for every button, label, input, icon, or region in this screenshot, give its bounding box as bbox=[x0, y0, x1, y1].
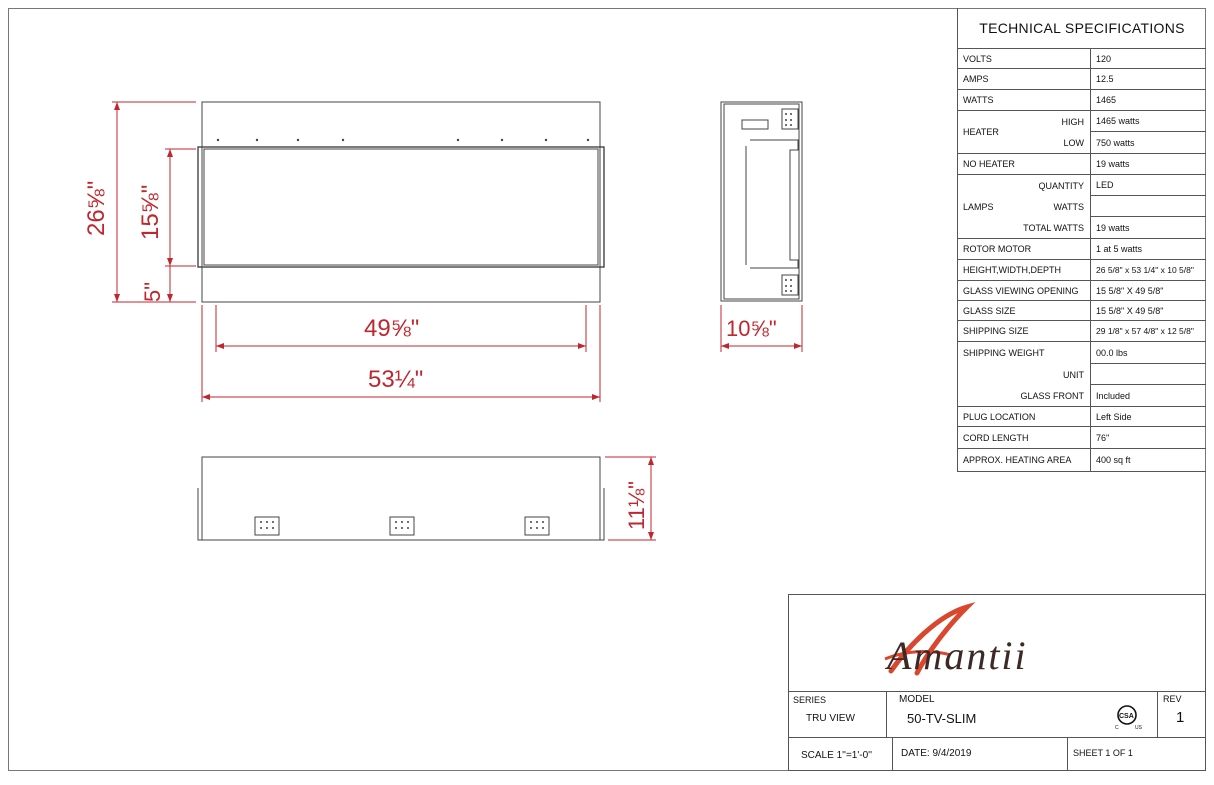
dim-depth: 10⅝" bbox=[726, 316, 777, 341]
spec-value: Included bbox=[1096, 390, 1131, 401]
dimension-arrows bbox=[114, 102, 802, 540]
spec-label: GLASS VIEWING OPENING bbox=[958, 281, 1091, 300]
model-label: MODEL bbox=[899, 694, 935, 705]
front-view-glass bbox=[198, 147, 604, 267]
spec-sublabel: HIGH bbox=[1061, 116, 1084, 127]
spec-row bbox=[958, 281, 1206, 301]
spec-row bbox=[958, 449, 1206, 471]
spec-group-lamps bbox=[958, 175, 1206, 239]
spec-row bbox=[958, 239, 1206, 260]
svg-text:CSA: CSA bbox=[1119, 713, 1134, 720]
svg-text:C: C bbox=[1115, 725, 1119, 731]
spec-value: 19 watts bbox=[1096, 222, 1130, 233]
spec-sublabel: TOTAL WATTS bbox=[1023, 222, 1084, 233]
spec-value: 15 5/8" X 49 5/8" bbox=[1096, 285, 1164, 296]
scale-text: SCALE 1''=1'-0'' bbox=[801, 750, 872, 761]
brand-name: Amantii bbox=[887, 633, 1028, 678]
spec-sublabel: UNIT bbox=[1063, 369, 1084, 380]
spec-value: 1465 watts bbox=[1091, 111, 1206, 132]
spec-label: WATTS bbox=[958, 90, 1091, 110]
front-view-body bbox=[202, 102, 600, 302]
spec-value: 15 5/8" X 49 5/8" bbox=[1096, 305, 1164, 316]
dim-height-overall: 26⅝" bbox=[83, 180, 110, 236]
spec-row bbox=[958, 90, 1206, 111]
spec-sublabel: QUANTITY bbox=[1038, 180, 1084, 191]
model-value: 50-TV-SLIM bbox=[907, 711, 977, 726]
title-block bbox=[788, 594, 1206, 771]
spec-label: ROTOR MOTOR bbox=[958, 239, 1091, 259]
spec-label: CORD LENGTH bbox=[958, 427, 1091, 448]
spec-label: AMPS bbox=[958, 69, 1091, 89]
spec-row bbox=[958, 69, 1206, 90]
spec-row bbox=[958, 407, 1206, 427]
tech-spec-table bbox=[957, 8, 1206, 472]
dim-width-viewing: 49⅝" bbox=[364, 315, 420, 342]
spec-value: 12.5 bbox=[1096, 74, 1114, 84]
spec-row bbox=[958, 154, 1206, 175]
spec-label: LAMPS bbox=[963, 201, 994, 212]
spec-value bbox=[1091, 196, 1206, 217]
scale-cell bbox=[789, 738, 893, 770]
spec-value: 1465 bbox=[1096, 95, 1117, 105]
spec-value: 750 watts bbox=[1096, 137, 1135, 148]
spec-sublabel: WATTS bbox=[1053, 201, 1084, 212]
spec-value: 19 watts bbox=[1096, 159, 1130, 169]
spec-label: SHIPPING SIZE bbox=[958, 321, 1091, 341]
csa-certification-icon bbox=[1113, 703, 1149, 733]
spec-group-shipping-weight bbox=[958, 342, 1206, 407]
spec-label: NO HEATER bbox=[958, 154, 1091, 174]
spec-value: 400 sq ft bbox=[1096, 455, 1131, 465]
spec-row bbox=[958, 260, 1206, 281]
dim-width-overall: 53¼" bbox=[368, 366, 424, 393]
date-cell bbox=[893, 738, 1068, 770]
series-label: SERIES bbox=[793, 695, 827, 705]
sheet-cell bbox=[1068, 738, 1205, 770]
spec-sublabel: GLASS FRONT bbox=[1020, 390, 1084, 401]
spec-label: PLUG LOCATION bbox=[958, 407, 1091, 426]
spec-value: 29 1/8" x 57 4/8" x 12 5/8" bbox=[1096, 326, 1194, 336]
spec-title: TECHNICAL SPECIFICATIONS bbox=[958, 8, 1206, 49]
svg-text:US: US bbox=[1135, 725, 1142, 731]
spec-group-heater bbox=[958, 111, 1206, 154]
spec-value bbox=[1091, 364, 1206, 385]
spec-value: LED bbox=[1091, 175, 1206, 196]
rev-cell bbox=[1158, 691, 1205, 738]
spec-label: SHIPPING WEIGHT bbox=[963, 348, 1045, 358]
sheet-text: SHEET 1 OF 1 bbox=[1073, 748, 1133, 758]
spec-value: 00.0 lbs bbox=[1091, 342, 1206, 364]
vent-dots bbox=[260, 113, 792, 529]
spec-value: 1 at 5 watts bbox=[1096, 244, 1143, 254]
spec-label: GLASS SIZE bbox=[958, 301, 1091, 320]
dim-bottom-height: 11⅛" bbox=[624, 481, 649, 530]
spec-value: 26 5/8" x 53 1/4" x 10 5/8" bbox=[1096, 265, 1194, 275]
spec-value: 120 bbox=[1096, 53, 1112, 64]
dim-bottom-gap: 5" bbox=[140, 281, 165, 302]
series-cell bbox=[789, 691, 887, 738]
spec-label: APPROX. HEATING AREA bbox=[958, 449, 1091, 471]
date-text: DATE: 9/4/2019 bbox=[901, 748, 972, 759]
spec-row bbox=[958, 301, 1206, 321]
spec-label: VOLTS bbox=[958, 49, 1091, 68]
dim-height-viewing: 15⅝" bbox=[137, 184, 164, 240]
brand-logo bbox=[789, 595, 1205, 692]
spec-label: HEATER bbox=[963, 127, 999, 137]
rev-value: 1 bbox=[1176, 709, 1185, 726]
dimension-lines bbox=[112, 102, 802, 540]
spec-value: Left Side bbox=[1096, 411, 1132, 422]
model-cell bbox=[887, 691, 1158, 738]
spec-value: 76'' bbox=[1096, 432, 1110, 443]
spec-sublabel: LOW bbox=[1063, 137, 1084, 148]
rev-label: REV bbox=[1163, 694, 1182, 704]
spec-row bbox=[958, 49, 1206, 69]
spec-label: HEIGHT,WIDTH,DEPTH bbox=[958, 260, 1091, 280]
spec-row bbox=[958, 427, 1206, 449]
series-value: TRU VIEW bbox=[806, 713, 855, 724]
spec-row bbox=[958, 321, 1206, 342]
side-view bbox=[721, 102, 802, 301]
